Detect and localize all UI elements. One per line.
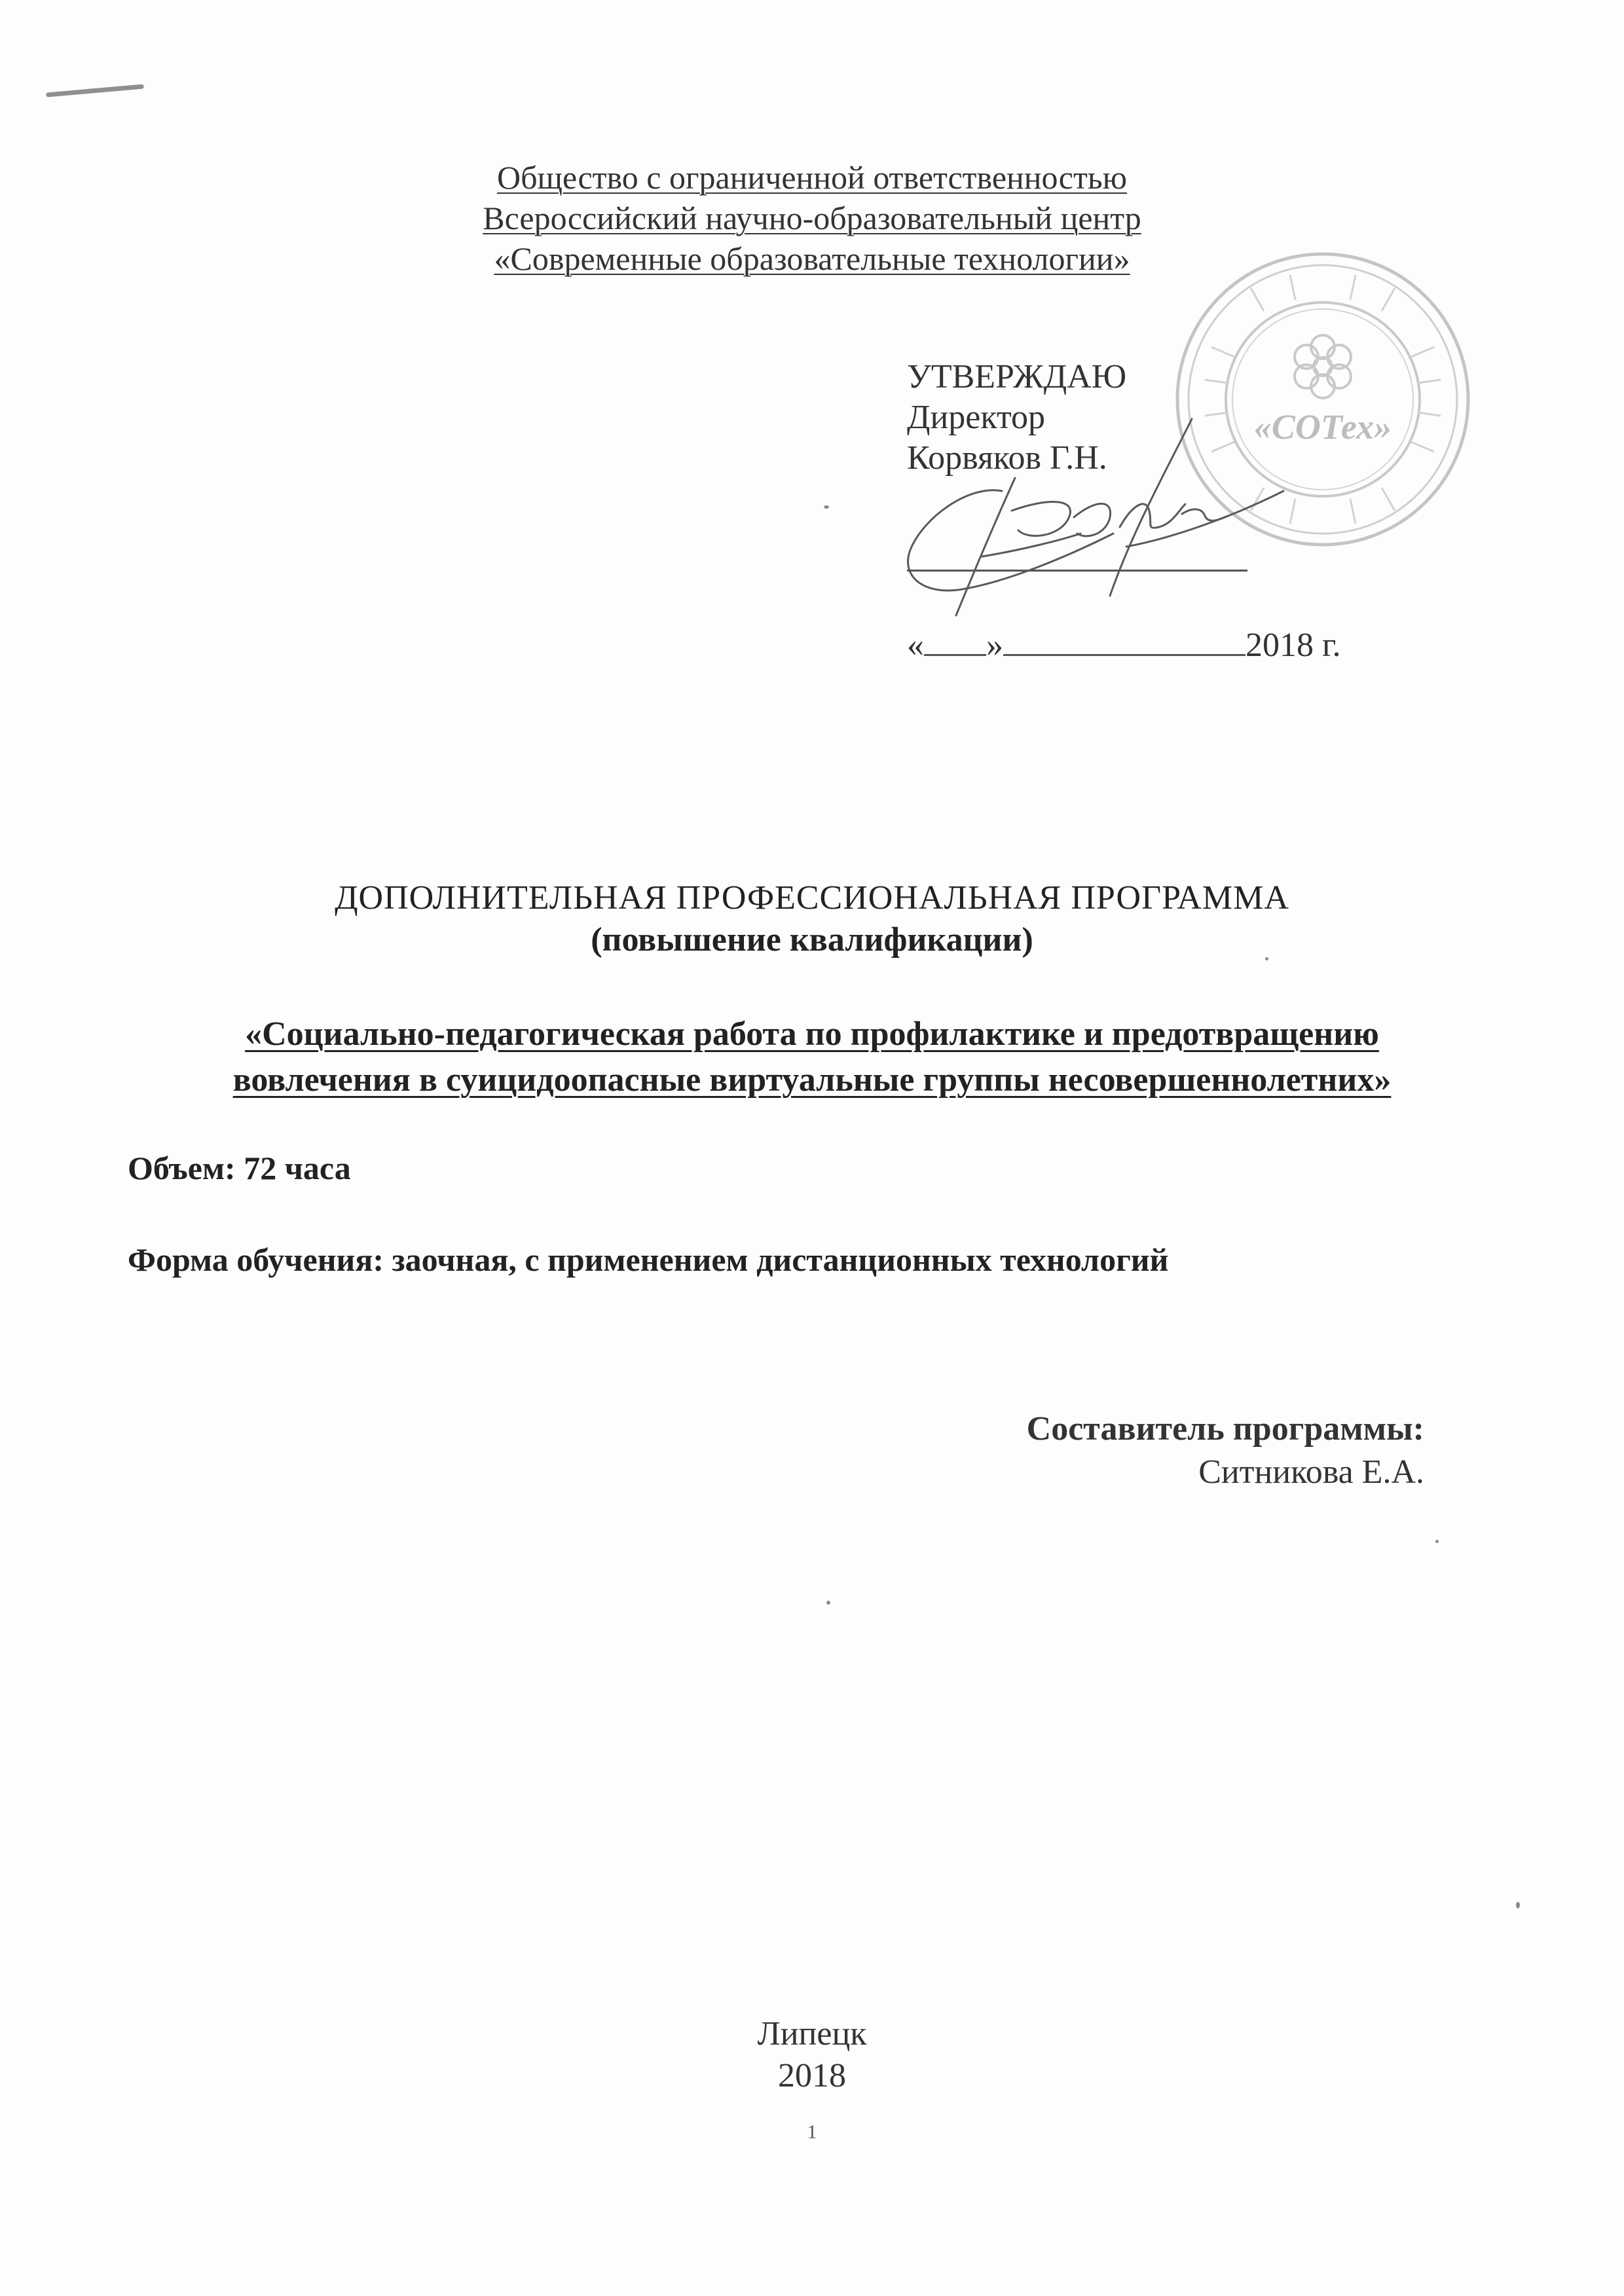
approval-date bbox=[907, 625, 1340, 666]
program-title-block bbox=[0, 877, 1624, 961]
director-signature bbox=[851, 399, 1297, 622]
course-name-line-1: «Социально-педагогическая работа по профилактике и предотвращению bbox=[245, 1015, 1379, 1053]
study-form: Форма обучения: заочная, с применением дистанционных технологий bbox=[128, 1241, 1169, 1278]
organization-line-2: Всероссийский научно-образовательный центр bbox=[483, 200, 1141, 236]
course-name-block bbox=[0, 1011, 1624, 1103]
approval-heading: УТВЕРЖДАЮ bbox=[907, 358, 1127, 395]
stamp-center-text: «СОТех» bbox=[1253, 407, 1392, 446]
footer-year: 2018 bbox=[778, 2057, 846, 2094]
approval-position: Директор bbox=[907, 399, 1045, 436]
scan-speck bbox=[824, 505, 829, 509]
author-block bbox=[1027, 1408, 1424, 1494]
approval-name: Корвяков Г.Н. bbox=[907, 439, 1107, 477]
program-title: ДОПОЛНИТЕЛЬНАЯ ПРОФЕССИОНАЛЬНАЯ ПРОГРАММА bbox=[335, 879, 1289, 917]
course-name-line-2: вовлечения в суицидоопасные виртуальные группы несовершеннолетних» bbox=[232, 1061, 1392, 1099]
organization-line-1: Общество с ограниченной ответственностью bbox=[497, 159, 1127, 196]
scan-artifact-mark bbox=[46, 84, 144, 97]
page-number: 1 bbox=[807, 2121, 817, 2143]
date-day-blank bbox=[924, 625, 986, 656]
date-close-quote: » bbox=[986, 627, 1003, 664]
scan-speck bbox=[1435, 1540, 1439, 1543]
footer-city: Липецк bbox=[757, 2015, 867, 2052]
footer-block bbox=[0, 2013, 1624, 2097]
author-name: Ситникова Е.А. bbox=[1198, 1453, 1424, 1491]
organization-line-3: «Современные образовательные технологии» bbox=[494, 240, 1130, 277]
program-subtitle: (повышение квалификации) bbox=[591, 921, 1033, 958]
scan-speck bbox=[1516, 1902, 1520, 1908]
scan-speck bbox=[826, 1601, 830, 1605]
date-year: 2018 г. bbox=[1246, 627, 1341, 664]
program-volume: Объем: 72 часа bbox=[128, 1150, 351, 1186]
author-label: Составитель программы: bbox=[1026, 1410, 1424, 1448]
date-month-blank bbox=[1003, 625, 1246, 656]
date-open-quote: « bbox=[907, 627, 924, 664]
